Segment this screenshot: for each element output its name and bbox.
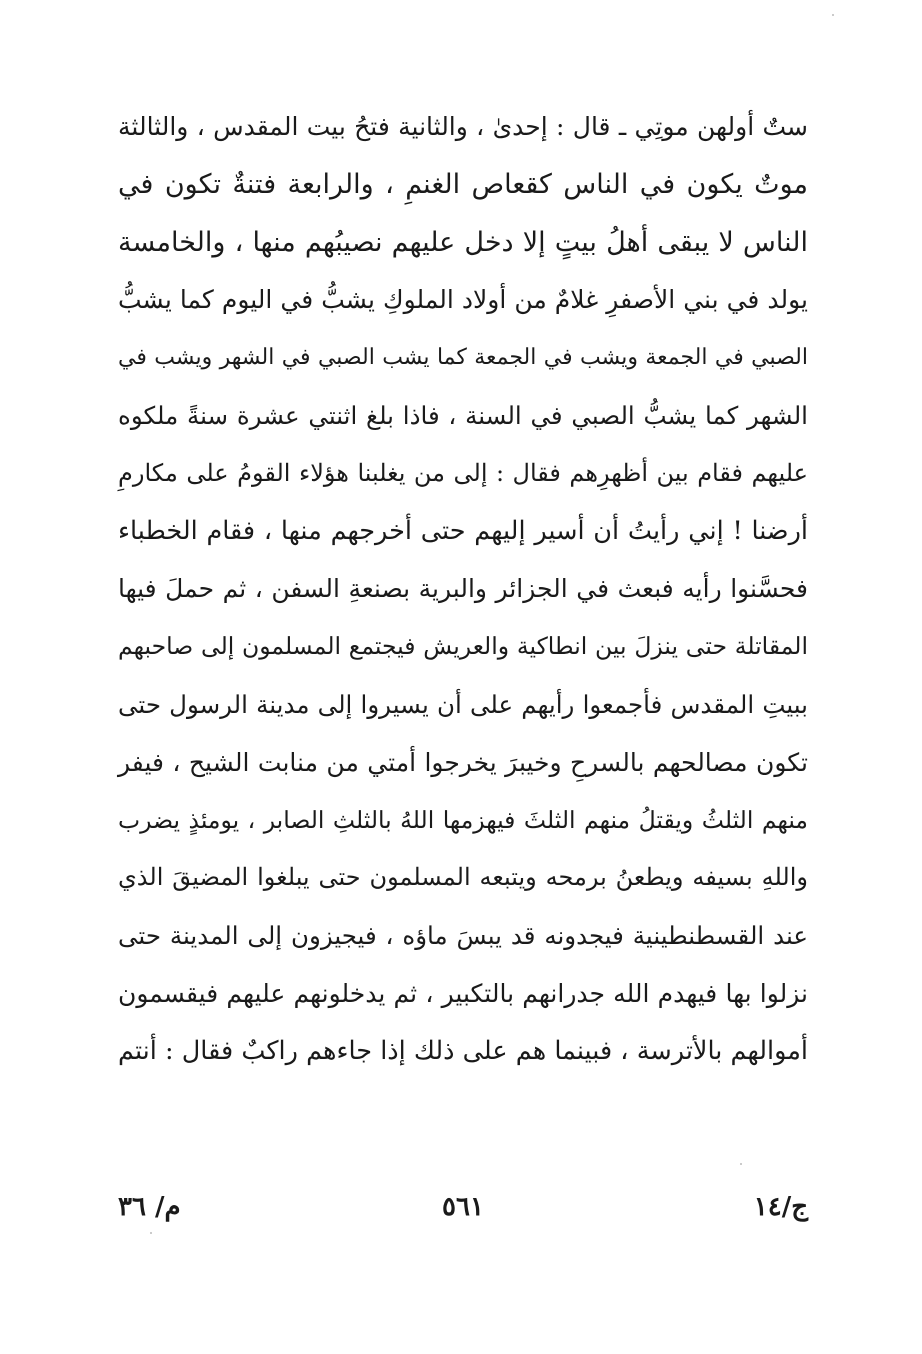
text-line: نزلوا بها فيهدم الله جدرانهم بالتكبير ، ثم يدخلونهم عليهم فيقسمون [118,978,808,1008]
text-line: المقاتلة حتى ينزلَ بين انطاكية والعريش فيجتمع المسلمون إلى صاحبهم [118,632,808,661]
text-line: تكون مصالحهم بالسرحِ وخيبرَ يخرجوا أمتي من منابت الشيح ، فيفر [118,747,808,777]
paper-speck [150,1232,152,1234]
text-line: ستٌ أولهن موتِي ـ قال : إحدىٰ ، والثانية فتحُ بيت المقدس ، والثالثة [118,112,808,141]
paper-speck [832,14,834,16]
paper-speck [740,1163,742,1165]
text-line: يولد في بني الأصفرِ غلامٌ من أولاد الملوكِ يشبُّ في اليوم كما يشبُّ [118,285,808,315]
text-line: أموالهم بالأترسة ، فبينما هم على ذلك إذا جاءهم راكبٌ فقال : أنتم [118,1035,808,1066]
text-line: فحسَّنوا رأيه فبعث في الجزائر والبرية بصنعةِ السفن ، ثم حملَ فيها [118,574,808,604]
text-line: الشهر كما يشبُّ الصبي في السنة ، فاذا بلغ اثنتي عشرة سنةً ملكوه [118,400,808,430]
volume-marker: ج/١٤ [753,1192,808,1222]
arabic-text-body [118,98,808,1081]
text-line: موتٌ يكون في الناس كقعاص الغنمِ ، والرابعة فتنةٌ تكون في [118,168,808,200]
text-line: ببيتِ المقدس فأجمعوا رأيهم على أن يسيروا إلى مدينة الرسول حتى [118,689,808,719]
text-line: أرضنا ! إني رأيتُ أن أسير إليهم حتى أخرجهم منها ، فقام الخطباء [118,515,808,546]
text-line: الصبي في الجمعة ويشب في الجمعة كما يشب الصبي في الشهر ويشب في [118,345,808,371]
page-footer [118,1192,808,1236]
text-line: عليهم فقام بين أظهرِهم فقال : إلى من يغلبنا هؤلاء القومُ على مكارمِ [118,458,808,487]
text-line: عند القسطنطينية فيجدونه قد يبسَ ماؤه ، فيجيزون إلى المدينة حتى [118,921,808,951]
text-line: واللهِ بسيفه ويطعنُ برمحه ويتبعه المسلمون حتى يبلغوا المضيقَ الذي [118,863,808,892]
text-line: منهم الثلثُ ويقتلُ منهم الثلثَ فيهزمها اللهُ بالثلثِ الصابر ، يومئذٍ يضرب [118,805,808,834]
text-line: الناس لا يبقى أهلُ بيتٍ إلا دخل عليهم نصيبُهم منها ، والخامسة [118,226,808,258]
signature-marker: م/ ٣٦ [118,1192,181,1222]
page-number: ٥٦١ [442,1192,484,1222]
